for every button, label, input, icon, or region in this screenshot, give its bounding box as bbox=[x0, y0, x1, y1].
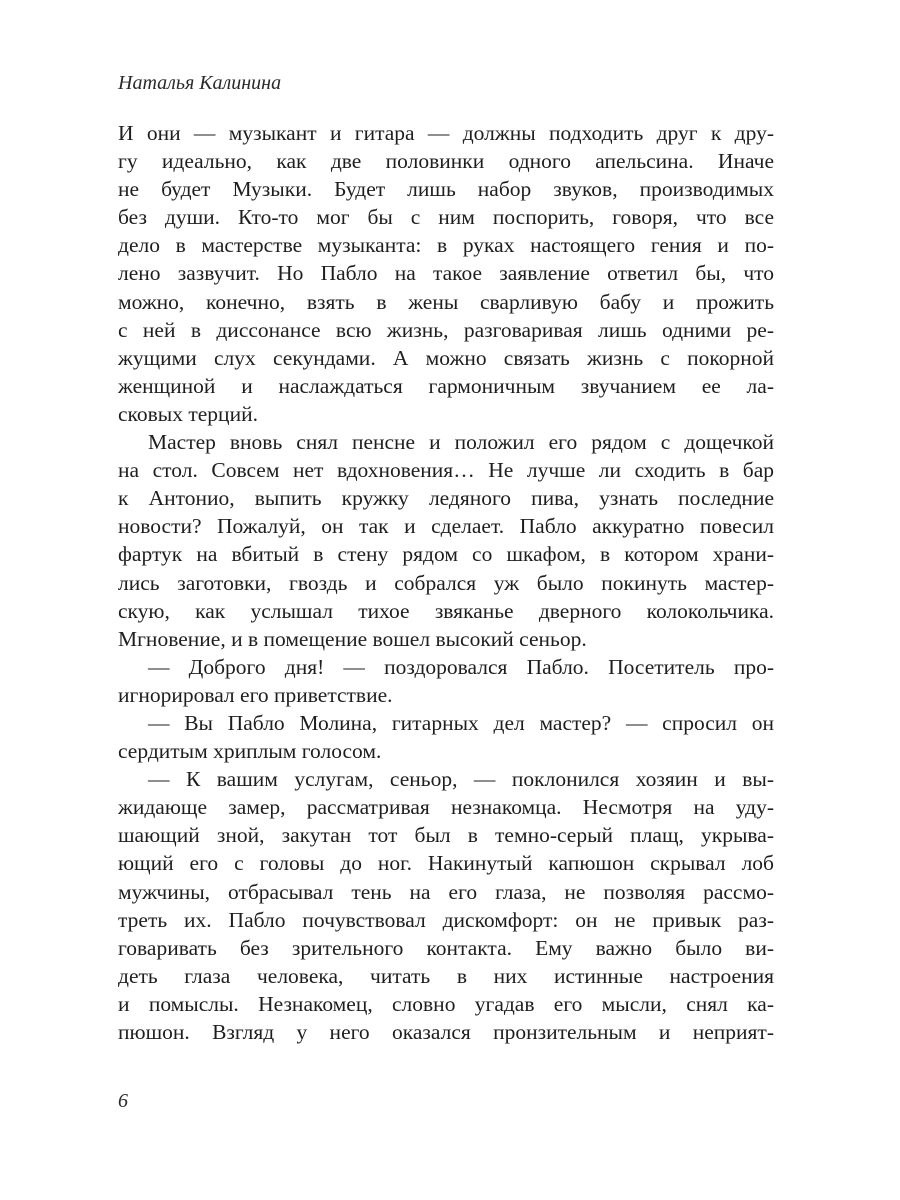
text-line: женщиной и наслаждаться гармоничным звучанием ее ла- bbox=[118, 373, 774, 398]
text-line: скую, как услышал тихое звяканье дверного колокольчика. bbox=[118, 598, 774, 623]
text-line: сердитым хриплым голосом. bbox=[118, 739, 382, 764]
paragraph bbox=[118, 653, 774, 709]
text-line: не будет Музыки. Будет лишь набор звуков, производимых bbox=[118, 177, 774, 202]
text-line: жидающе замер, рассматривая незнакомца. Несмотря на уду- bbox=[118, 795, 774, 820]
text-line: фартук на вбитый в стену рядом со шкафом, в котором храни- bbox=[118, 542, 774, 567]
text-line: сковых терций. bbox=[118, 401, 258, 426]
text-line: лись заготовки, гвоздь и собрался уж было покинуть мастер- bbox=[118, 570, 774, 595]
text-line: — Доброго дня! — поздоровался Пабло. Посетитель про- bbox=[148, 654, 774, 679]
text-line: игнорировал его приветствие. bbox=[118, 682, 393, 707]
text-line: — Вы Пабло Молина, гитарных дел мастер? — спросил он bbox=[148, 710, 774, 735]
text-line: деть глаза человека, читать в них истинные настроения bbox=[118, 963, 774, 988]
text-line: шающий зной, закутан тот был в темно-серый плащ, укрыва- bbox=[118, 823, 774, 848]
text-line: с ней в диссонансе всю жизнь, разговаривая лишь одними ре- bbox=[118, 317, 774, 342]
text-line: ющий его с головы до ног. Накинутый капюшон скрывал лоб bbox=[118, 851, 774, 876]
paragraph bbox=[118, 428, 774, 653]
text-line: Мастер вновь снял пенсне и положил его рядом с дощечкой bbox=[148, 430, 774, 455]
text-line: можно, конечно, взять в жены сварливую бабу и прожить bbox=[118, 289, 774, 314]
text-line: треть их. Пабло почувствовал дискомфорт: он не привык раз- bbox=[118, 907, 774, 932]
text-line: и помыслы. Незнакомец, словно угадав его мысли, снял ка- bbox=[118, 991, 774, 1016]
text-line: без души. Кто-то мог бы с ним поспорить, говоря, что все bbox=[118, 205, 774, 230]
text-line: к Антонио, выпить кружку ледяного пива, узнать последние bbox=[118, 486, 774, 511]
text-line: гу идеально, как две половинки одного апельсина. Иначе bbox=[118, 149, 774, 174]
text-line: мужчины, отбрасывал тень на его глаза, не позволяя рассмо- bbox=[118, 879, 774, 904]
text-line: дело в мастерстве музыканта: в руках настоящего гения и по- bbox=[118, 233, 774, 258]
running-head-author: Наталья Калинина bbox=[118, 72, 282, 94]
text-line: на стол. Совсем нет вдохновения… Не лучше ли сходить в бар bbox=[118, 458, 774, 483]
text-line: пюшон. Взгляд у него оказался пронзительным и неприят- bbox=[118, 1020, 774, 1044]
text-line: лено зазвучит. Но Пабло на такое заявление ответил бы, что bbox=[118, 261, 774, 286]
text-line: говаривать без зрительного контакта. Ему важно было ви- bbox=[118, 935, 774, 960]
paragraph bbox=[118, 119, 774, 428]
text-line: жущими слух секундами. А можно связать жизнь с покорной bbox=[118, 345, 774, 370]
text-line: новости? Пожалуй, он так и сделает. Пабло аккуратно повесил bbox=[118, 514, 774, 539]
body-text bbox=[118, 119, 774, 1046]
paragraph bbox=[118, 709, 774, 765]
text-line: — К вашим услугам, сеньор, — поклонился хозяин и вы- bbox=[148, 767, 774, 792]
text-line: И они — музыкант и гитара — должны подходить друг к дру- bbox=[118, 121, 774, 145]
text-line: Мгновение, и в помещение вошел высокий сеньор. bbox=[118, 626, 587, 651]
paragraph bbox=[118, 765, 774, 1046]
page-number: 6 bbox=[118, 1090, 128, 1112]
